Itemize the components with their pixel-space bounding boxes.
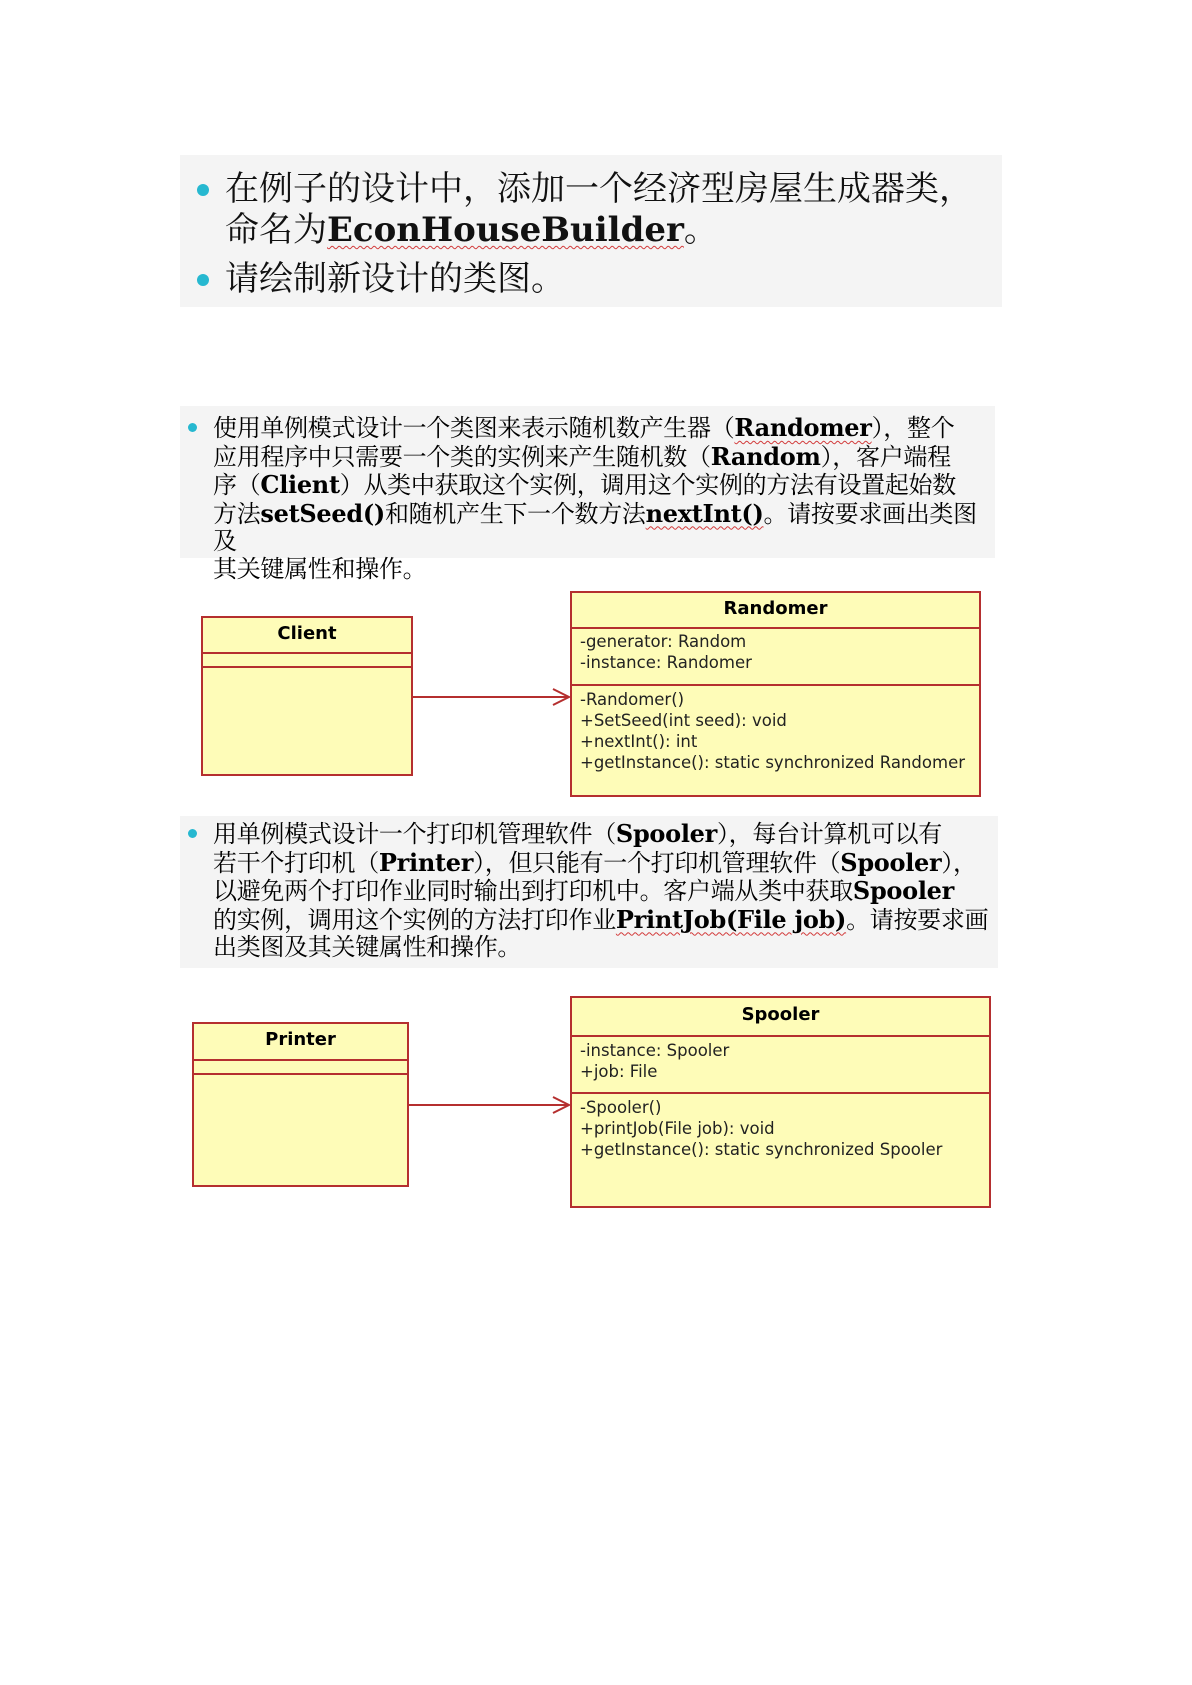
uml-class-printer (192, 1022, 409, 1187)
intro-line-1: 在例子的设计中，添加一个经济型房屋生成器类， (225, 169, 973, 209)
operation: +SetSeed(int seed): void (580, 711, 787, 730)
intro-block (180, 155, 1002, 307)
class-title-spooler: Spooler (741, 1004, 820, 1025)
randomer-attributes (580, 631, 752, 673)
question-spooler-text: 用单例模式设计一个打印机管理软件（Spooler），每台计算机可以有 若干个打印机（Printer），但只能有一个打印机管理软件（Spooler）， 以避免两个打印作业同时输出到打印机中。客户端从类中获取Spooler 的实例，调用这个实例的方法打印作业PrintJob(File job)。请按要求画 出类图及其关键属性和操作。 (213, 819, 989, 961)
question-randomer-text: 使用单例模式设计一个类图来表示随机数产生器（Randomer），整个 应用程序中只需要一个类的实例来产生随机数（Random），客户端程 序（Client）从类中获取这个实例，调用这个实例的方法有设置起始数 方法setSeed()和随机产生下一个数方法nextInt()。请按要求画出类图及 其关键属性和操作。 (213, 413, 977, 583)
uml-class-randomer (570, 591, 981, 797)
intro-line-2-suffix: 。 (683, 210, 718, 250)
spooler-operations (580, 1097, 942, 1160)
uml-divider (572, 684, 979, 686)
association-arrow-client-randomer (413, 686, 573, 708)
attribute: -instance: Randomer (580, 653, 752, 672)
question-randomer (180, 406, 995, 583)
spooler-attributes (580, 1040, 729, 1082)
class-title-printer: Printer (265, 1029, 336, 1050)
operation: +printJob(File job): void (580, 1119, 775, 1138)
operation: -Spooler() (580, 1098, 662, 1117)
class-title-client: Client (277, 623, 337, 644)
uml-divider (572, 627, 979, 629)
operation: +getInstance(): static synchronized Randomer (580, 753, 966, 772)
uml-divider (203, 666, 411, 668)
bullet-icon (188, 829, 197, 838)
bullet-icon (188, 423, 197, 432)
uml-divider (203, 652, 411, 654)
uml-divider (194, 1059, 407, 1061)
class-title-randomer: Randomer (723, 598, 828, 619)
operation: +nextInt(): int (580, 732, 698, 751)
attribute: +job: File (580, 1062, 658, 1081)
uml-divider (194, 1073, 407, 1075)
operation: -Randomer() (580, 690, 685, 709)
class-name-econhousebuilder: EconHouseBuilder (327, 210, 684, 250)
attribute: -generator: Random (580, 632, 747, 651)
intro-bullet-1 (180, 169, 1002, 251)
uml-divider (572, 1035, 989, 1037)
bullet-icon (197, 274, 209, 286)
attribute: -instance: Spooler (580, 1041, 730, 1060)
association-arrow-printer-spooler (409, 1094, 573, 1116)
randomer-operations (580, 689, 965, 773)
uml-divider (572, 1092, 989, 1094)
question-spooler (180, 816, 998, 968)
intro-line-2-prefix: 命名为 (225, 210, 327, 250)
operation: +getInstance(): static synchronized Spooler (580, 1140, 943, 1159)
uml-class-spooler (570, 996, 991, 1208)
intro-bullet-2-text: 请绘制新设计的类图。 (225, 259, 565, 299)
uml-class-client (201, 616, 413, 776)
bullet-icon (197, 184, 209, 196)
intro-bullet-2 (180, 259, 1002, 300)
